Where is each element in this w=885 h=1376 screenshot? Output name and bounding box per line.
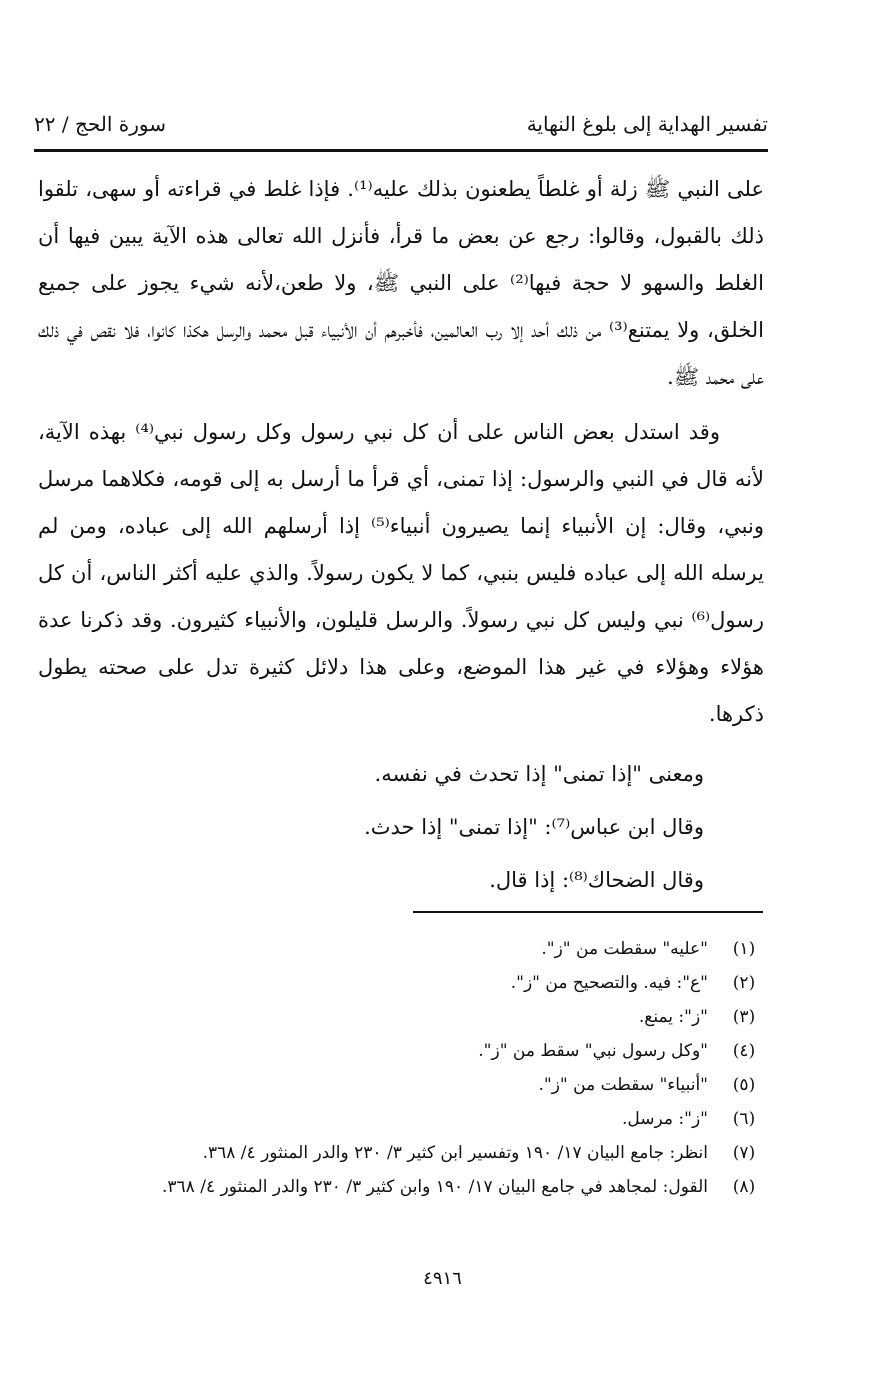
text-line: ومعنى "إذا تمنى" إذا تحدث في نفسه.	[374, 762, 704, 786]
paragraph: على النبي ﷺ زلة أو غلطاً يطعنون بذلك عليه⁽¹⁾. فإذا غلط في قراءته أو سهى، تلقوا ذلك بالقبول، وقالوا: رجع عن بعض ما قرأ، فأنزل الله تعالى هذه الآية يبين فيها أن الغلط والسهو لا حجة فيها⁽²⁾ على النبي ﷺ، ولا طعن،لأنه شيء يجوز على جميع الخلق، ولا يمتنع⁽³⁾ من ذلك أحد إلا رب العالمين، فأخبرهم أن الأنبياء قبل محمد والرسل هكذا كانوا، فلا نقص في ذلك على محمد ﷺ.	[38, 177, 765, 389]
surah-label: سورة الحج / ٢٢	[34, 112, 166, 136]
footnote	[60, 1136, 766, 1170]
footnote-number: (٤)	[732, 1041, 756, 1061]
header-divider	[34, 149, 768, 152]
footnote	[60, 1000, 766, 1034]
main-text	[38, 166, 764, 907]
paragraph: وقد استدل بعض الناس على أن كل نبي رسول وكل رسول نبي⁽⁴⁾ بهذه الآية، لأنه قال في النبي والرسول: إذا تمنى، أي قرأ ما أرسل به إلى قومه، فكلاهما مرسل ونبي، وقال: إن الأنبياء إنما يصيرون أنبياء⁽⁵⁾ إذا أرسلهم الله إلى عباده، ومن لم يرسله الله إلى عباده فليس بنبي، كما لا يكون رسولاً. والذي عليه أكثر الناس، أن كل رسول⁽⁶⁾ نبي وليس كل نبي رسولاً. والرسل قليلون، والأنبياء كثيرون. وقد ذكرنا عدة هؤلاء وهؤلاء في غير هذا الموضع، وعلى هذا دلائل كثيرة تدل على صحته يطول ذكرها.	[38, 420, 764, 726]
footnote-number: (٧)	[732, 1143, 756, 1163]
footnote-text: "ع": فيه. والتصحيح من "ز".	[510, 973, 708, 993]
footnote	[60, 966, 766, 1000]
footnote	[60, 1102, 766, 1136]
footnote-text: "وكل رسول نبي" سقط من "ز".	[478, 1041, 708, 1061]
footnote-number: (٢)	[732, 973, 756, 993]
footnote-number: (٣)	[732, 1007, 756, 1027]
footnote-divider	[413, 911, 763, 913]
footnote-text: "ز": مرسل.	[622, 1109, 708, 1129]
running-header	[34, 108, 768, 142]
footnote-text: القول: لمجاهد في جامع البيان ١٧/ ١٩٠ وابن كثير ٣/ ٢٣٠ والدر المنثور ٤/ ٣٦٨.	[161, 1177, 708, 1197]
text-line: وقال الضحاك⁽⁸⁾: إذا قال.	[489, 868, 704, 892]
footnote	[60, 1170, 766, 1204]
page-number: ٤٩١٦	[423, 1268, 462, 1289]
footnote-number: (٥)	[732, 1075, 756, 1095]
footnote	[60, 1068, 766, 1102]
footnote-text: "عليه" سقطت من "ز".	[541, 939, 708, 959]
footnote-text: انظر: جامع البيان ١٧/ ١٩٠ وتفسير ابن كثير ٣/ ٢٣٠ والدر المنثور ٤/ ٣٦٨.	[202, 1143, 708, 1163]
book-title: تفسير الهداية إلى بلوغ النهاية	[526, 112, 768, 136]
footnote-number: (١)	[732, 939, 756, 959]
footnote-number: (٨)	[732, 1177, 756, 1197]
text-line: وقال ابن عباس⁽⁷⁾: "إذا تمنى" إذا حدث.	[364, 815, 704, 839]
footnote	[60, 1034, 766, 1068]
short-lines	[38, 748, 764, 907]
footnote-text: "ز": يمنع.	[638, 1007, 708, 1027]
footnotes	[60, 932, 766, 1204]
footnote-number: (٦)	[732, 1109, 756, 1129]
footnote-text: "أنبياء" سقطت من "ز".	[538, 1075, 708, 1095]
footnote	[60, 932, 766, 966]
